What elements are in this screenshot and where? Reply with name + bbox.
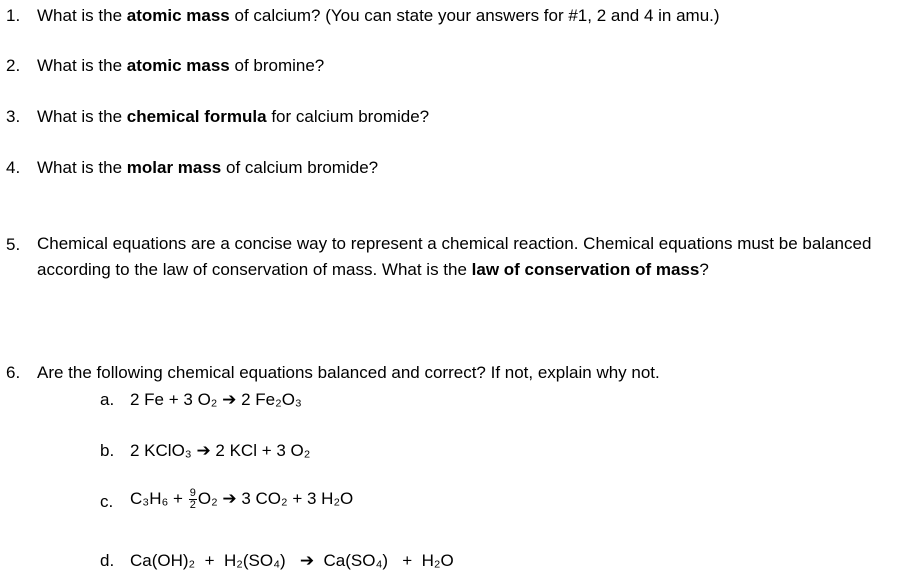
key-term: atomic mass (126, 6, 230, 25)
key-term: law of conservation of mass (471, 260, 700, 279)
chemical-equation: Ca(OH)₂ + H₂(SO₄) ➔ Ca(SO₄) + H₂O (130, 551, 454, 570)
fraction: $\frac{9}{2}$ (189, 487, 196, 511)
key-term: chemical formula (126, 107, 267, 126)
chemical-equation: 2 Fe + 3 O₂ ➔ 2 Fe₂O₃ (130, 390, 302, 409)
question-number: 5. (6, 235, 21, 254)
question-number: 2. (6, 56, 21, 75)
key-term: molar mass (126, 158, 222, 177)
equation-label: b. (100, 441, 115, 460)
equation-label: c. (100, 492, 114, 511)
question-text: Are the following chemical equations balanced and correct? If not, explain why not. (37, 363, 660, 382)
question-number: 6. (6, 363, 21, 382)
question-text: What is the atomic mass of calcium? (You can state your answers for #1, 2 and 4 in amu.) (37, 6, 720, 25)
chemical-equation: C₃H₆ + $\frac{9}{2}$ O₂ ➔ 3 CO₂ + 3 H₂O (130, 487, 354, 511)
question-number: 4. (6, 158, 21, 177)
question-text: What is the chemical formula for calcium bromide? (37, 107, 430, 126)
question-text: What is the molar mass of calcium bromide? (37, 158, 379, 177)
question-text: Chemical equations are a concise way to represent a chemical reaction. Chemical equations must be balanced according to the law of conservation of mass. What is the law of conservation of mass? (37, 234, 872, 279)
question-text: What is the atomic mass of bromine? (37, 56, 325, 75)
chemical-equation: 2 KClO₃ ➔ 2 KCl + 3 O₂ (130, 441, 311, 460)
key-term: atomic mass (126, 56, 230, 75)
question-number: 3. (6, 107, 21, 126)
question-number: 1. (6, 6, 21, 25)
equation-label: d. (100, 551, 115, 570)
equation-label: a. (100, 390, 115, 409)
